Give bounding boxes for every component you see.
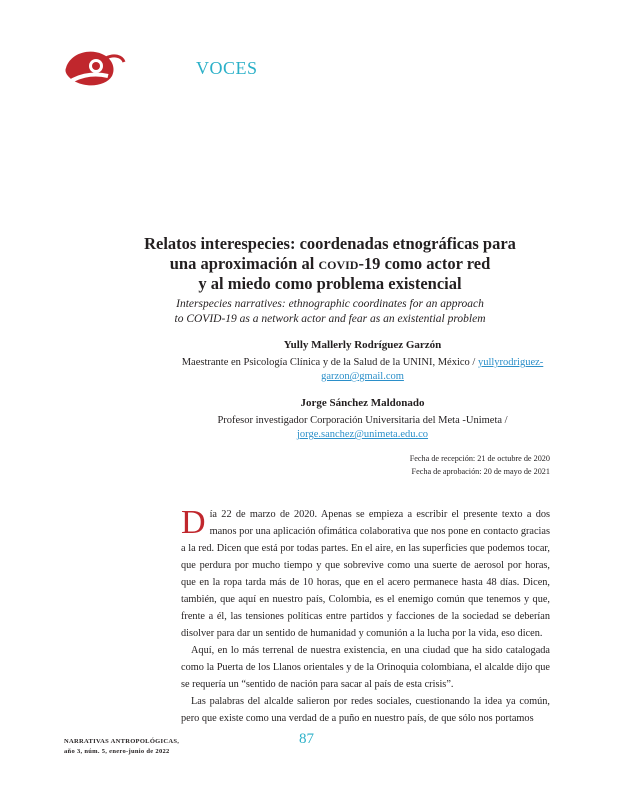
footer-journal-info: [64, 737, 179, 757]
article-body: [181, 506, 550, 727]
author-1-email-part1: yullyrodriguez-: [477, 357, 544, 368]
received-date: Fecha de recepción: 21 de octubre de 2020: [409, 454, 550, 463]
subtitle-line-1: Interspecies narratives: ethnographic coordinates for an approach: [176, 298, 484, 310]
article-subtitle: [120, 297, 540, 327]
title-line-2-post: como actor red: [380, 254, 491, 273]
author-2-name: Jorge Sánchez Maldonado: [300, 397, 425, 409]
subtitle-line-2: to COVID-19 as a network actor and fear as an existential problem: [174, 313, 486, 325]
body-paragraph-2: Aquí, en lo más terrenal de nuestra existencia, en una ciudad que ha sido catalogada como la Puerta de los Llanos orientales y de la Orinoquia colombiana, el alcalde dijo que se requería un “sentido de nación para sacar al país de esta crisis”.: [181, 645, 550, 690]
approved-date: Fecha de aprobación: 20 de mayo de 2021: [411, 467, 550, 476]
article-title-block: [120, 234, 540, 327]
title-line-3: y al miedo como problema existencial: [198, 274, 462, 293]
author-1-affiliation-text: Maestrante en Psicología Clínica y de la Salud de la UNINI, México /: [181, 357, 478, 368]
body-paragraph-1-text: ía 22 de marzo de 2020. Apenas se empieza a escribir el presente texto a dos manos por una aplicación ofimática colaborativa que nos pone en contacto gracias a la red. Dicen que está por todas partes. En el aire, en las superficies que podemos tocar, que perdura por mucho tiempo y que sobrevive como una suerte de aerosol por horas, que en la ropa tarda más de 10 horas, que en el acero permanece hasta 48 días. Dicen, también, que aquí en nuestro país, Colombia, es el enemigo común que tenemos y que, frente a él, las tensiones políticas entre partidos y facciones de la sociedad se deberían disolver para dar un sentido de humanidad y comunión a la lucha por la vida, eso dicen.: [181, 509, 550, 639]
author-1-name: Yully Mallerly Rodríguez Garzón: [283, 339, 442, 351]
author-2-affiliation: [175, 414, 550, 442]
author-2-email-link[interactable]: jorge.sanchez@unimeta.edu.co: [296, 429, 429, 440]
article-dates: [410, 452, 550, 478]
page-number: 87: [299, 731, 314, 747]
journal-logo: [62, 46, 126, 88]
title-line-2-pre: una aproximación al: [169, 254, 319, 273]
author-2: [175, 396, 550, 442]
article-title: [120, 234, 540, 294]
drop-cap: D: [181, 504, 206, 541]
author-2-affiliation-text: Profesor investigador Corporación Universitaria del Meta -Unimeta /: [217, 415, 508, 426]
footer-journal-name: NARRATIVAS ANTROPOLÓGICAS,: [64, 738, 180, 745]
author-1: [175, 338, 550, 384]
section-label: VOCES: [196, 58, 258, 78]
footer-journal-issue: año 3, núm. 5, enero-junio de 2022: [64, 748, 170, 755]
title-line-1: Relatos interespecies: coordenadas etnográficas para: [144, 234, 516, 253]
body-paragraph-3: Las palabras del alcalde salieron por redes sociales, cuestionando la idea ya común, pero que existe como una verdad de a puño en nuestro país, de que sólo nos portamos: [181, 696, 550, 724]
author-1-affiliation: [175, 356, 550, 384]
body-paragraph-1: [181, 506, 550, 642]
title-line-2-covid: covid-19: [318, 254, 381, 273]
author-1-email-part2: garzon@gmail.com: [321, 371, 404, 382]
